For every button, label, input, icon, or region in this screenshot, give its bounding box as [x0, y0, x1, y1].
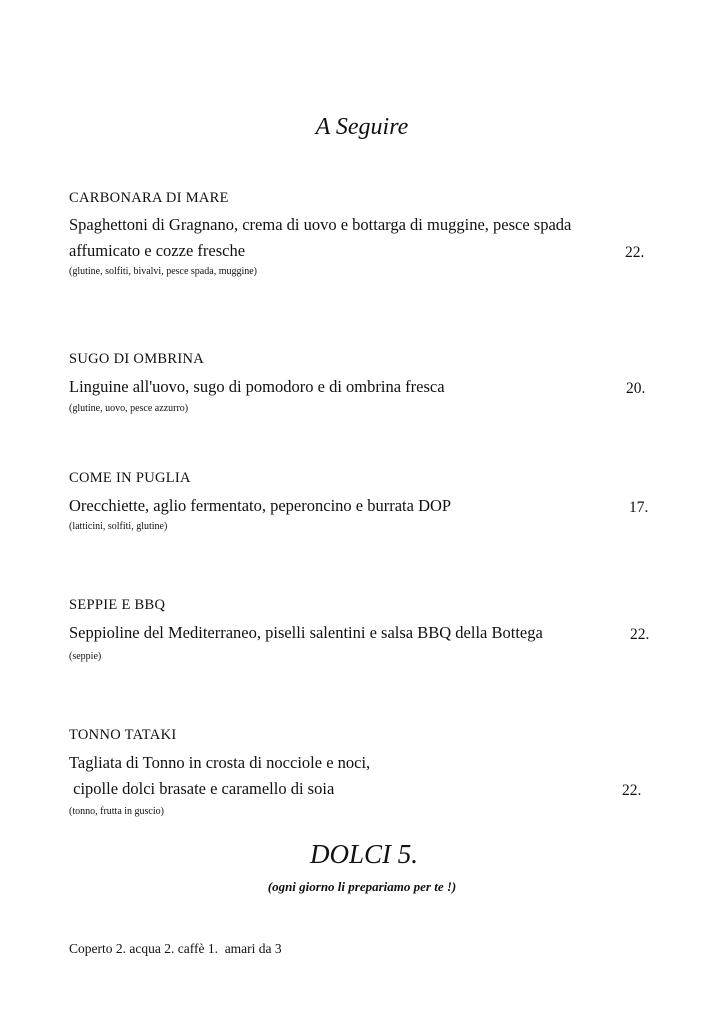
- dolci-subtitle: (ogni giorno li prepariamo per te !): [267, 879, 457, 894]
- dish-allergens: (seppie): [69, 651, 102, 662]
- dolci-title: DOLCI 5.: [309, 839, 418, 869]
- dish-name: COME IN PUGLIA: [69, 470, 191, 486]
- dish-allergens: (glutine, uovo, pesce azzurro): [69, 403, 189, 414]
- dish-allergens: (tonno, frutta in guscio): [69, 806, 164, 817]
- dish-description: Seppioline del Mediterraneo, piselli salentini e salsa BBQ della Bottega: [69, 623, 543, 642]
- dish-name: SEPPIE E BBQ: [69, 597, 166, 613]
- section-title: A Seguire: [315, 114, 409, 140]
- dish-description: cipolle dolci brasate e caramello di soia: [69, 779, 335, 798]
- dish-allergens: (glutine, solfiti, bivalvi, pesce spada, muggine): [69, 266, 258, 277]
- dish-description: Tagliata di Tonno in crosta di nocciole e noci,: [69, 753, 371, 772]
- dish-name: TONNO TATAKI: [69, 727, 177, 743]
- dish-description: Linguine all'uovo, sugo di pomodoro e di ombrina fresca: [69, 377, 445, 396]
- dish-price: 17.: [629, 499, 649, 516]
- dish-description: affumicato e cozze fresche: [69, 241, 246, 260]
- footer-prices: Coperto 2. acqua 2. caffè 1. amari da 3: [69, 941, 282, 956]
- dish-price: 22.: [630, 626, 650, 643]
- dish-price: 22.: [622, 782, 642, 799]
- dish-price: 20.: [626, 380, 646, 397]
- dish-name: SUGO DI OMBRINA: [69, 351, 205, 367]
- dish-price: 22.: [625, 244, 645, 261]
- dish-description: Spaghettoni di Gragnano, crema di uovo e bottarga di muggine, pesce spada: [69, 215, 572, 234]
- dish-description: Orecchiette, aglio fermentato, peperoncino e burrata DOP: [69, 496, 452, 515]
- dish-name: CARBONARA DI MARE: [69, 190, 229, 206]
- dish-allergens: (latticini, solfiti, glutine): [69, 521, 168, 532]
